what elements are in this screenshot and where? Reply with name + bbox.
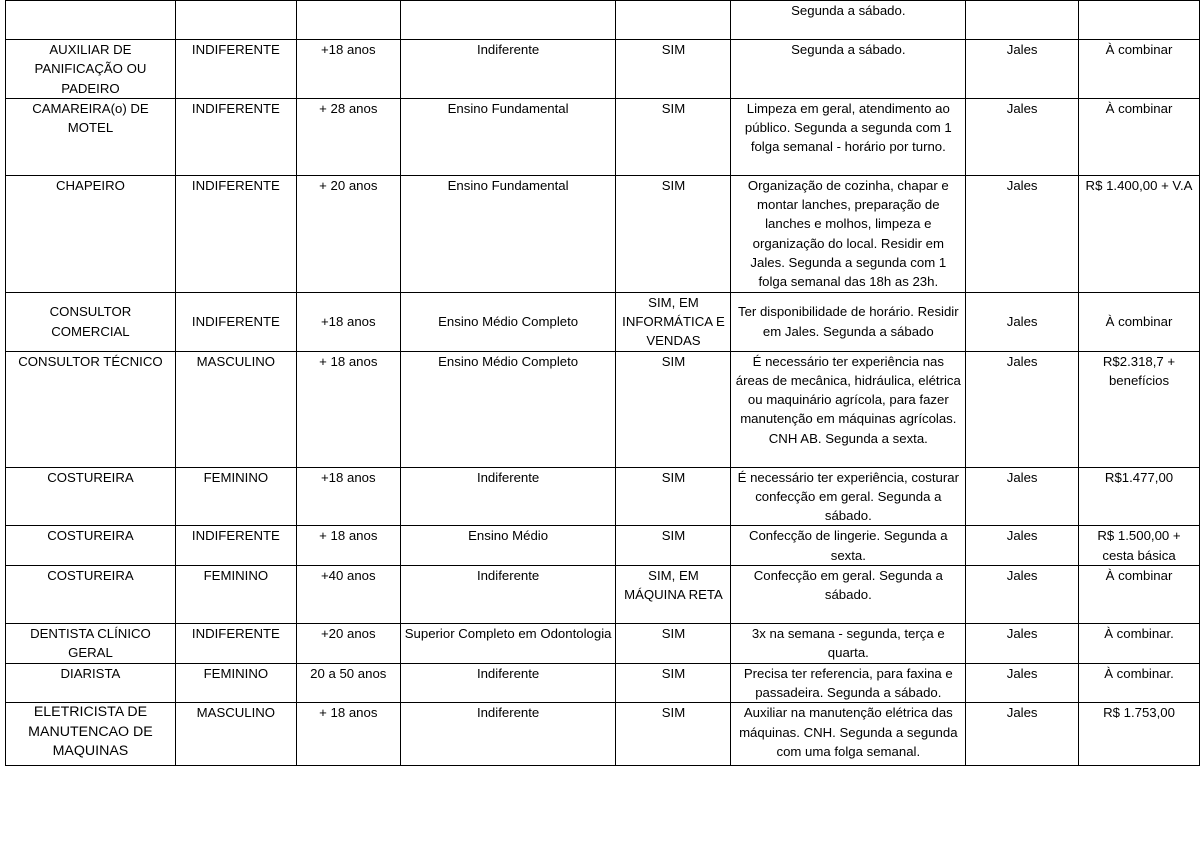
table-row: [6, 467, 1200, 526]
table-row: [6, 98, 1200, 175]
experiencia-cell: SIM: [616, 175, 731, 292]
escolaridade-cell: Ensino Médio Completo: [400, 351, 616, 467]
cargo-cell: [6, 1, 176, 40]
salario-cell: À combinar: [1079, 566, 1200, 624]
cidade-cell: Jales: [966, 175, 1079, 292]
cidade-cell: Jales: [966, 98, 1079, 175]
idade-cell: +18 anos: [296, 292, 400, 351]
salario-cell: À combinar: [1079, 98, 1200, 175]
idade-cell: [296, 1, 400, 40]
experiencia-cell: SIM, EM MÁQUINA RETA: [616, 566, 731, 624]
experiencia-cell: SIM: [616, 351, 731, 467]
salario-cell: À combinar: [1079, 292, 1200, 351]
idade-cell: +18 anos: [296, 40, 400, 99]
idade-cell: + 18 anos: [296, 351, 400, 467]
escolaridade-cell: Indiferente: [400, 663, 616, 703]
observacao-cell: Auxiliar na manutenção elétrica das máquinas. CNH. Segunda a segunda com uma folga semanal.: [731, 703, 966, 766]
sexo-cell: INDIFERENTE: [175, 292, 296, 351]
cidade-cell: Jales: [966, 703, 1079, 766]
observacao-cell: Limpeza em geral, atendimento ao público. Segunda a segunda com 1 folga semanal - horário por turno.: [731, 98, 966, 175]
cargo-cell: CHAPEIRO: [6, 175, 176, 292]
experiencia-cell: SIM: [616, 663, 731, 703]
experiencia-cell: SIM, EM INFORMÁTICA E VENDAS: [616, 292, 731, 351]
idade-cell: +40 anos: [296, 566, 400, 624]
idade-cell: +20 anos: [296, 624, 400, 664]
cargo-cell: AUXILIAR DE PANIFICAÇÃO OU PADEIRO: [6, 40, 176, 99]
idade-cell: +18 anos: [296, 467, 400, 526]
observacao-cell: Segunda a sábado.: [731, 1, 966, 40]
escolaridade-cell: Ensino Fundamental: [400, 98, 616, 175]
escolaridade-cell: Indiferente: [400, 467, 616, 526]
observacao-cell: Organização de cozinha, chapar e montar lanches, preparação de lanches e molhos, limpeza e organização do local. Residir em Jales. Segunda a segunda com 1 folga semanal das 18h as 23h.: [731, 175, 966, 292]
sexo-cell: INDIFERENTE: [175, 526, 296, 566]
escolaridade-cell: Ensino Fundamental: [400, 175, 616, 292]
escolaridade-cell: Indiferente: [400, 40, 616, 99]
sexo-cell: FEMININO: [175, 467, 296, 526]
idade-cell: + 20 anos: [296, 175, 400, 292]
cidade-cell: Jales: [966, 663, 1079, 703]
escolaridade-cell: [400, 1, 616, 40]
sexo-cell: INDIFERENTE: [175, 40, 296, 99]
cargo-cell: DENTISTA CLÍNICO GERAL: [6, 624, 176, 664]
cargo-cell: COSTUREIRA: [6, 467, 176, 526]
salario-cell: À combinar.: [1079, 624, 1200, 664]
sexo-cell: INDIFERENTE: [175, 175, 296, 292]
salario-cell: R$2.318,7 + benefícios: [1079, 351, 1200, 467]
sexo-cell: FEMININO: [175, 566, 296, 624]
salario-cell: R$ 1.753,00: [1079, 703, 1200, 766]
experiencia-cell: SIM: [616, 703, 731, 766]
experiencia-cell: SIM: [616, 526, 731, 566]
experiencia-cell: [616, 1, 731, 40]
table-row: [6, 351, 1200, 467]
sexo-cell: MASCULINO: [175, 351, 296, 467]
cargo-cell: ELETRICISTA DE MANUTENCAO DE MAQUINAS: [6, 703, 176, 766]
table-row: [6, 1, 1200, 40]
cidade-cell: Jales: [966, 624, 1079, 664]
idade-cell: + 28 anos: [296, 98, 400, 175]
table-row: [6, 663, 1200, 703]
table-row: [6, 526, 1200, 566]
observacao-cell: 3x na semana - segunda, terça e quarta.: [731, 624, 966, 664]
table-row: [6, 175, 1200, 292]
sexo-cell: INDIFERENTE: [175, 624, 296, 664]
salario-cell: R$ 1.500,00 + cesta básica: [1079, 526, 1200, 566]
escolaridade-cell: Indiferente: [400, 566, 616, 624]
experiencia-cell: SIM: [616, 467, 731, 526]
escolaridade-cell: Superior Completo em Odontologia: [400, 624, 616, 664]
cargo-cell: CONSULTOR COMERCIAL: [6, 292, 176, 351]
cidade-cell: Jales: [966, 292, 1079, 351]
job-listings-table: [5, 0, 1200, 766]
cidade-cell: Jales: [966, 566, 1079, 624]
observacao-cell: Precisa ter referencia, para faxina e passadeira. Segunda a sábado.: [731, 663, 966, 703]
observacao-cell: Confecção em geral. Segunda a sábado.: [731, 566, 966, 624]
cidade-cell: Jales: [966, 526, 1079, 566]
table-row: [6, 703, 1200, 766]
cidade-cell: Jales: [966, 467, 1079, 526]
table-row: [6, 40, 1200, 99]
sexo-cell: INDIFERENTE: [175, 98, 296, 175]
sexo-cell: [175, 1, 296, 40]
observacao-cell: Ter disponibilidade de horário. Residir em Jales. Segunda a sábado: [731, 292, 966, 351]
cidade-cell: Jales: [966, 351, 1079, 467]
table-row: [6, 566, 1200, 624]
observacao-cell: É necessário ter experiência nas áreas de mecânica, hidráulica, elétrica ou maquinário agrícola, para fazer manutenção em máquinas agrícolas. CNH AB. Segunda a sexta.: [731, 351, 966, 467]
idade-cell: + 18 anos: [296, 526, 400, 566]
cidade-cell: Jales: [966, 40, 1079, 99]
cargo-cell: CONSULTOR TÉCNICO: [6, 351, 176, 467]
escolaridade-cell: Indiferente: [400, 703, 616, 766]
sexo-cell: MASCULINO: [175, 703, 296, 766]
idade-cell: + 18 anos: [296, 703, 400, 766]
cargo-cell: COSTUREIRA: [6, 566, 176, 624]
table-row: [6, 624, 1200, 664]
cargo-cell: DIARISTA: [6, 663, 176, 703]
observacao-cell: Confecção de lingerie. Segunda a sexta.: [731, 526, 966, 566]
experiencia-cell: SIM: [616, 40, 731, 99]
cargo-cell: CAMAREIRA(o) DE MOTEL: [6, 98, 176, 175]
idade-cell: 20 a 50 anos: [296, 663, 400, 703]
table-row: [6, 292, 1200, 351]
observacao-cell: Segunda a sábado.: [731, 40, 966, 99]
escolaridade-cell: Ensino Médio Completo: [400, 292, 616, 351]
experiencia-cell: SIM: [616, 98, 731, 175]
salario-cell: [1079, 1, 1200, 40]
cidade-cell: [966, 1, 1079, 40]
salario-cell: À combinar: [1079, 40, 1200, 99]
salario-cell: À combinar.: [1079, 663, 1200, 703]
observacao-cell: É necessário ter experiência, costurar confecção em geral. Segunda a sábado.: [731, 467, 966, 526]
salario-cell: R$ 1.400,00 + V.A: [1079, 175, 1200, 292]
experiencia-cell: SIM: [616, 624, 731, 664]
escolaridade-cell: Ensino Médio: [400, 526, 616, 566]
sexo-cell: FEMININO: [175, 663, 296, 703]
salario-cell: R$1.477,00: [1079, 467, 1200, 526]
cargo-cell: COSTUREIRA: [6, 526, 176, 566]
